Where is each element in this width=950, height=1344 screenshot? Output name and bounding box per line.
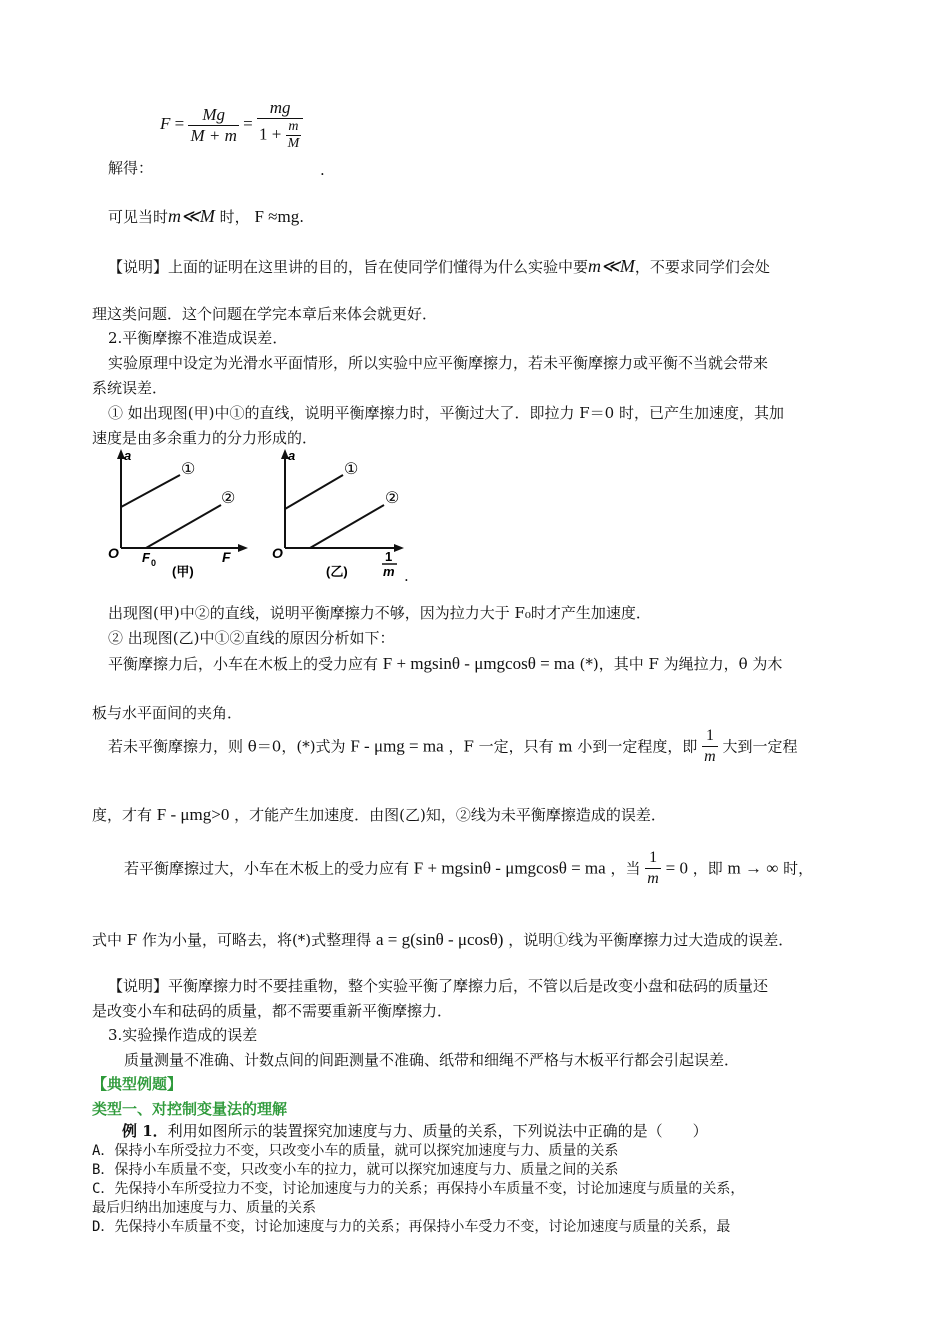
para-h-mid2: ，即: [692, 859, 723, 878]
axis-one-label: 1: [385, 549, 393, 564]
example-label: 例 1．: [122, 1122, 168, 1140]
eq-f1-den: M + m: [190, 125, 237, 145]
eq-f2-inner-den: M: [287, 136, 300, 151]
note1-pre: 【说明】上面的证明在这里讲的目的，旨在使同学们懂得为什么实验中要: [108, 258, 589, 276]
para-g-post: ，才能产生加速度．由图(乙)知，②线为未平衡摩擦造成的误差．: [234, 806, 666, 824]
eq-over-balance: F + mgsinθ - μmgcosθ = ma: [413, 858, 606, 878]
line-2-tag: ②: [221, 490, 236, 507]
note-1-cont: 理这类问题．这个问题在学完本章后来体会就更好．: [92, 305, 438, 323]
caption-jia: (甲): [172, 564, 194, 579]
para-c: 出现图(甲)中②的直线，说明平衡摩擦力不够，因为拉力大于 F₀时才产生加速度．: [108, 604, 651, 622]
section-heading: 【典型例题】: [92, 1075, 183, 1093]
para-a1: 实验原理中设定为光滑水平面情形，所以实验中应平衡摩擦力，若未平衡摩擦力或平衡不当就会带来: [108, 354, 769, 372]
line-2-yi: [310, 505, 384, 548]
frac-num: 1: [702, 726, 718, 747]
eq-lhs: F: [160, 113, 171, 133]
example-1: [122, 1121, 708, 1141]
f0-subscript: 0: [151, 558, 157, 568]
note1-post: ，不要求同学们会处: [634, 258, 770, 276]
eq-no-balance: F - μmg = ma: [350, 736, 444, 756]
text-period: .: [320, 161, 325, 179]
option-c-line-2: 最后归纳出加速度与力、质量的关系: [92, 1200, 316, 1216]
eq-f2-num: mg: [257, 98, 303, 119]
line-1-yi: [285, 475, 343, 509]
example-text: 利用如图所示的装置探究加速度与力、质量的关系，下列说法中正确的是（ ）: [167, 1122, 708, 1140]
eq-f2-inner: [286, 119, 302, 152]
fraction-one-over-m-2: [645, 848, 661, 889]
para-i: [92, 930, 793, 950]
heading-2: 2.平衡摩擦不准造成误差．: [108, 329, 288, 347]
axis-a-label: a: [288, 448, 296, 463]
heading-3: 3.实验操作造成的误差: [108, 1026, 258, 1044]
eq-f1-num: Mg: [188, 105, 238, 126]
eq-fraction-2: [257, 98, 303, 152]
line-1-tag: ①: [344, 461, 359, 478]
eq-f2-den-prefix: 1 +: [259, 124, 282, 144]
option-c-line-1: C．先保持小车所受拉力不变，讨论加速度与力的关系；再保持小车质量不变，讨论加速度与质量的关系，: [92, 1181, 745, 1197]
fraction-one-over-m: [702, 726, 718, 767]
para-d: ② 出现图(乙)中①②直线的原因分析如下：: [108, 629, 395, 647]
line-1-jia: [121, 475, 180, 507]
note-2-line-1: 【说明】平衡摩擦力时不要挂重物，整个实验平衡了摩擦力后，不管以后是改变小盘和砝码的质量还: [108, 977, 769, 995]
kejian-end: .: [299, 208, 304, 226]
option-d: D．先保持小车质量不变，讨论加速度与力的关系；再保持小车受力不变，讨论加速度与质量的关系，最: [92, 1219, 731, 1235]
f0-label: F: [142, 550, 150, 565]
eq-f2-inner-num: m: [286, 119, 302, 136]
caption-yi: (乙): [326, 564, 348, 579]
eq-fraction-1: [188, 105, 238, 146]
eq-acceleration: a = g(sinθ - μcosθ): [375, 930, 504, 949]
para-b2: 速度是由多余重力的分力形成的．: [92, 429, 318, 447]
frac-den: m: [647, 870, 659, 887]
kejian-pre: 可见当时: [108, 208, 169, 226]
para-i-pre: 式中 F 作为小量，可略去，将(*)式整理得: [92, 931, 372, 949]
axis-m-label: m: [383, 564, 395, 579]
type-heading: 类型一、对控制变量法的理解: [92, 1100, 288, 1118]
kejian-cond: m≪M: [168, 206, 215, 226]
eq-m-infinity: m → ∞: [727, 858, 779, 878]
line-2-tag: ②: [385, 490, 400, 507]
origin-label: O: [272, 545, 283, 561]
option-b: B．保持小车质量不变，只改变小车的拉力，就可以探究加速度与力、质量之间的关系: [92, 1162, 619, 1178]
para-g-pre: 度，才有: [92, 806, 153, 824]
frac-den: m: [704, 748, 716, 765]
para-e-post: (*)，其中 F 为绳拉力，θ 为木: [579, 655, 783, 673]
para-f-pre: 若未平衡摩擦力，则 θ＝0，(*)式为: [108, 737, 346, 756]
para-f-post: 大到一定程: [722, 737, 798, 756]
axis-a-label: a: [124, 448, 132, 463]
kejian-result: F ≈mg: [254, 207, 300, 226]
graph-yi: [272, 448, 404, 579]
frac-num: 1: [645, 848, 661, 869]
eq-inequality: F - μmg>0: [156, 805, 230, 824]
line-2-jia: [146, 505, 221, 548]
para-h: [124, 848, 813, 889]
option-a: A．保持小车所受拉力不变，只改变小车的质量，就可以探究加速度与力、质量的关系: [92, 1143, 619, 1159]
graph-jia: [108, 448, 248, 579]
note-2-line-2: 是改变小车和砝码的质量，都不需要重新平衡摩擦力．: [92, 1002, 453, 1020]
para-i-post: ，说明①线为平衡摩擦力过大造成的误差．: [508, 931, 794, 949]
kejian-mid: 时，: [219, 208, 250, 226]
para-h-mid: ，当: [610, 859, 641, 878]
note1-cond: m≪M: [588, 256, 635, 276]
para-f-mid: ，F 一定，只有 m 小到一定程度，即: [448, 737, 698, 756]
text-kejian: [108, 206, 304, 227]
line-1-tag: ①: [181, 461, 196, 478]
para-e2: 板与水平面间的夹角．: [92, 704, 243, 722]
para-a2: 系统误差．: [92, 379, 168, 397]
para-f: [108, 726, 798, 767]
figure-period: .: [404, 567, 409, 585]
para-j: 质量测量不准确、计数点间的间距测量不准确、纸带和细绳不严格与木板平行都会引起误差．: [124, 1051, 740, 1069]
para-g: [92, 805, 666, 825]
para-h-post: 时，: [783, 859, 814, 878]
origin-label: O: [108, 545, 119, 561]
para-b1: ① 如出现图(甲)中①的直线，说明平衡摩擦力时，平衡过大了．即拉力 F＝0 时，已产生加速度，其加: [108, 404, 784, 422]
equation-force-result: F = $\frac{Mg}{M + m}$ = mg 1 + $\frac{m}{M}$: [160, 98, 303, 152]
eq-force-balance: F + mgsinθ - μmgcosθ = ma: [382, 654, 575, 673]
axis-f-label: F: [222, 549, 231, 565]
para-e-pre: 平衡摩擦力后，小车在木板上的受力应有: [108, 655, 379, 673]
graphs-figure: [100, 445, 420, 585]
para-e: [108, 654, 782, 674]
para-h-pre: 若平衡摩擦过大，小车在木板上的受力应有: [124, 859, 410, 878]
note-1: [108, 256, 770, 277]
text-jiede: 解得：: [108, 159, 154, 177]
eq-equals-zero: = 0: [665, 858, 688, 878]
